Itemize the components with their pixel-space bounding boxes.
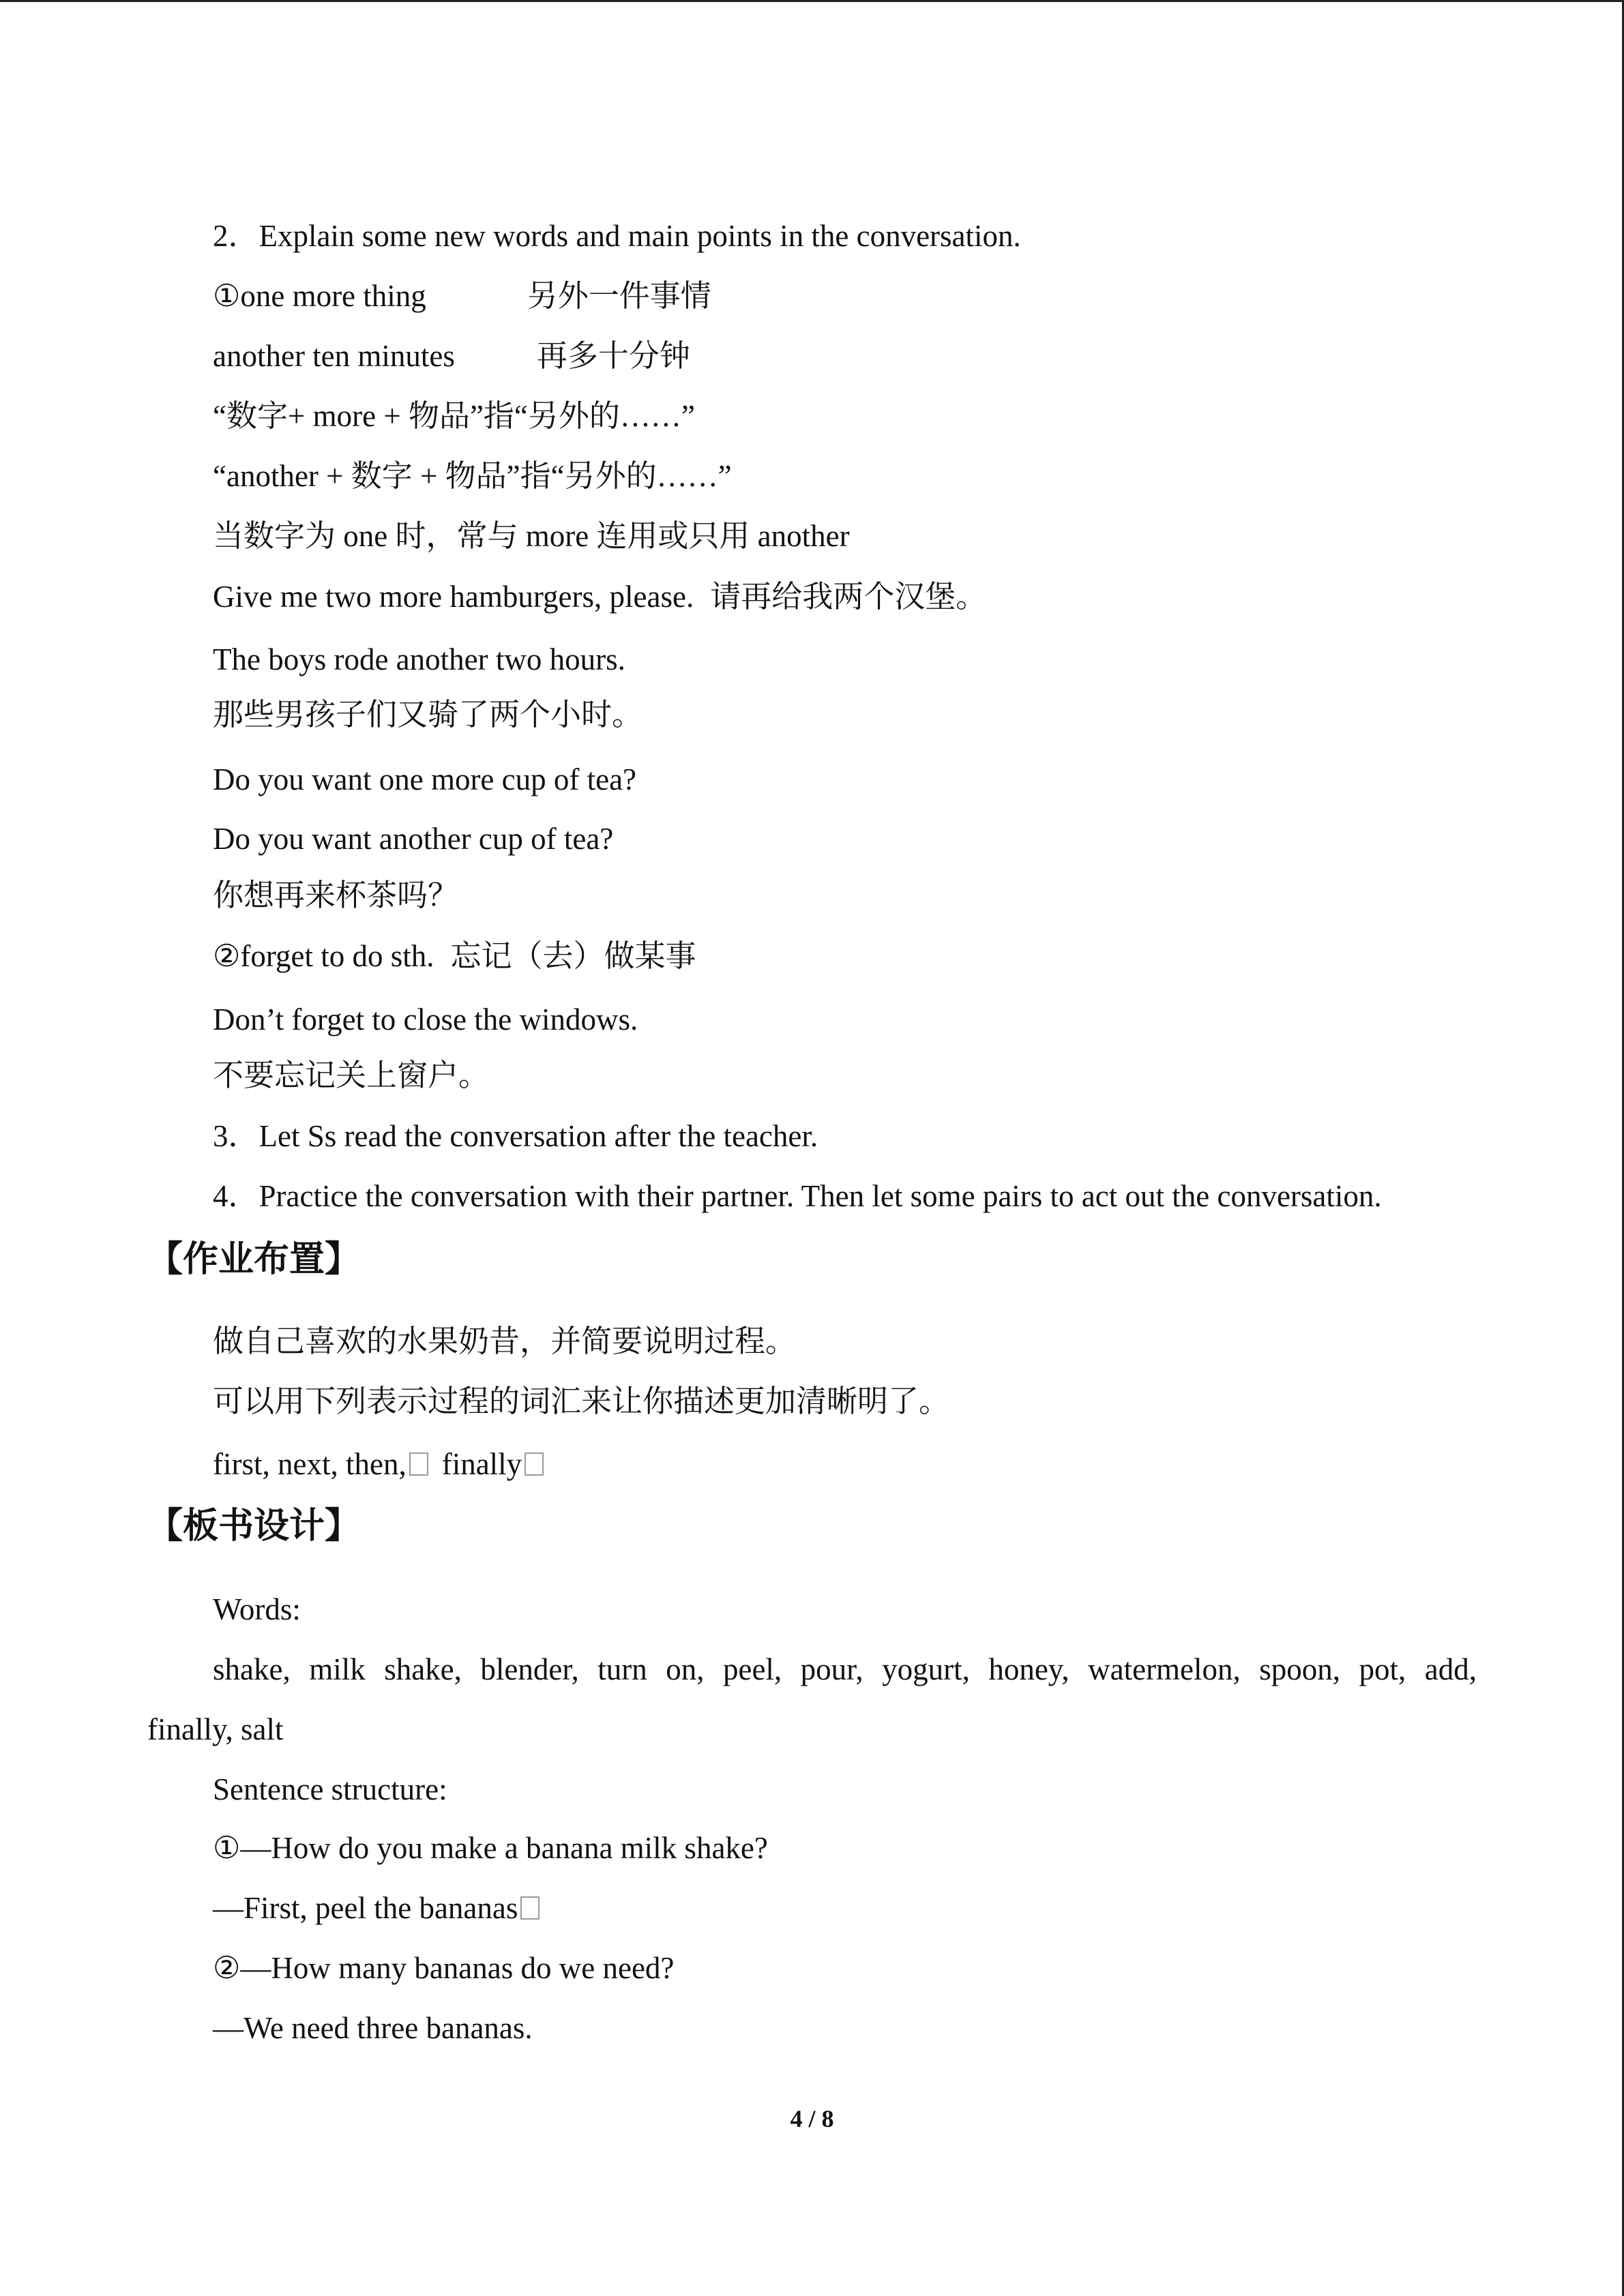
dialogue-2-answer — [213, 2008, 533, 2048]
sequence-text: first, next, then, — [213, 1447, 407, 1481]
heading-text: 【作业布置】 — [147, 1239, 361, 1280]
step-4-line — [213, 1176, 1382, 1217]
example-close-windows-cn — [213, 1055, 489, 1096]
missing-glyph-box — [525, 1452, 544, 1476]
heading-text: 【板书设计】 — [147, 1506, 361, 1547]
example-cn: 请再给我两个汉堡。 — [710, 580, 987, 614]
example-hamburgers — [213, 576, 986, 617]
phrase-one-more-thing — [213, 275, 711, 316]
sequence-text: finally — [441, 1447, 522, 1481]
homework-hint — [213, 1381, 949, 1422]
phrase-another-ten-minutes — [213, 336, 690, 376]
words-list-cont — [147, 1709, 284, 1750]
example-boys-rode — [213, 639, 625, 680]
example-en: Do you want another cup of tea? — [213, 822, 614, 856]
example-en: Do you want one more cup of tea? — [213, 762, 637, 796]
rule-another-number — [213, 456, 732, 496]
label-text: Words: — [213, 1592, 301, 1626]
example-cn: 不要忘记关上窗户。 — [213, 1058, 490, 1092]
example-tea-cn — [213, 875, 458, 916]
page-border-top — [0, 0, 1624, 2]
phrase-forget-to-do — [213, 936, 696, 976]
phrase-cn: 再多十分钟 — [536, 339, 690, 373]
missing-glyph-box — [520, 1896, 540, 1920]
example-another-cup — [213, 818, 613, 859]
dialogue-text: ①—How do you make a banana milk shake? — [213, 1831, 768, 1865]
words-text: finally, salt — [147, 1712, 284, 1746]
phrase-cn: 另外一件事情 — [527, 279, 711, 313]
dialogue-1-answer — [213, 1888, 540, 1928]
example-cn: 那些男孩子们又骑了两个小时。 — [213, 698, 643, 732]
words-text: shake, milk shake, blender, turn on, peel, pour, yogurt, honey, watermelon, spoon, pot, add, — [213, 1652, 1477, 1686]
rule-text: 当数字为 one 时，常与 more 连用或只用 another — [213, 519, 850, 553]
sequence-words — [213, 1444, 544, 1485]
words-list — [213, 1649, 1477, 1690]
dialogue-text: —First, peel the bananas — [213, 1891, 518, 1925]
example-one-more-cup — [213, 759, 636, 800]
rule-number-more — [213, 396, 695, 436]
words-label — [213, 1589, 301, 1630]
homework-text: 可以用下列表示过程的词汇来让你描述更加清晰明了。 — [213, 1384, 950, 1418]
dialogue-text: ②—How many bananas do we need? — [213, 1951, 675, 1985]
example-en: The boys rode another two hours. — [213, 642, 625, 676]
dialogue-1-question — [213, 1828, 768, 1868]
step-2-line — [213, 215, 1021, 256]
example-boys-rode-cn — [213, 694, 643, 735]
phrase-en: another ten minutes — [213, 339, 455, 373]
step-2-text: 2．Explain some new words and main points in the conversation. — [213, 219, 1021, 253]
sentence-structure-label — [213, 1769, 447, 1810]
homework-task — [213, 1321, 796, 1362]
rule-text: “数字+ more + 物品”指“另外的……” — [213, 399, 695, 433]
dialogue-text: —We need three bananas. — [213, 2011, 533, 2045]
step-4-text: 4．Practice the conversation with their partner. Then let some pairs to act out the conversation. — [213, 1179, 1382, 1213]
rule-text: “another + 数字 + 物品”指“另外的……” — [213, 459, 732, 493]
page-number — [0, 2104, 1624, 2134]
dialogue-2-question — [213, 1948, 674, 1988]
homework-text: 做自己喜欢的水果奶昔，并简要说明过程。 — [213, 1324, 797, 1358]
phrase-cn: 忘记（去）做某事 — [450, 939, 696, 973]
phrase-en: ②forget to do sth. — [213, 939, 434, 973]
label-text: Sentence structure: — [213, 1772, 447, 1806]
homework-heading — [147, 1236, 360, 1283]
phrase-en: ①one more thing — [213, 279, 426, 313]
step-3-text: 3．Let Ss read the conversation after the teacher. — [213, 1119, 818, 1153]
example-close-windows — [213, 999, 638, 1040]
board-design-heading — [147, 1502, 360, 1550]
example-en: Give me two more hamburgers, please. — [213, 580, 694, 614]
step-3-line — [213, 1116, 818, 1157]
example-en: Don’t forget to close the windows. — [213, 1002, 638, 1037]
page-number-text: 4 / 8 — [790, 2105, 834, 2132]
example-cn: 你想再来杯茶吗？ — [213, 878, 459, 912]
missing-glyph-box — [409, 1452, 428, 1476]
rule-note — [213, 516, 850, 556]
